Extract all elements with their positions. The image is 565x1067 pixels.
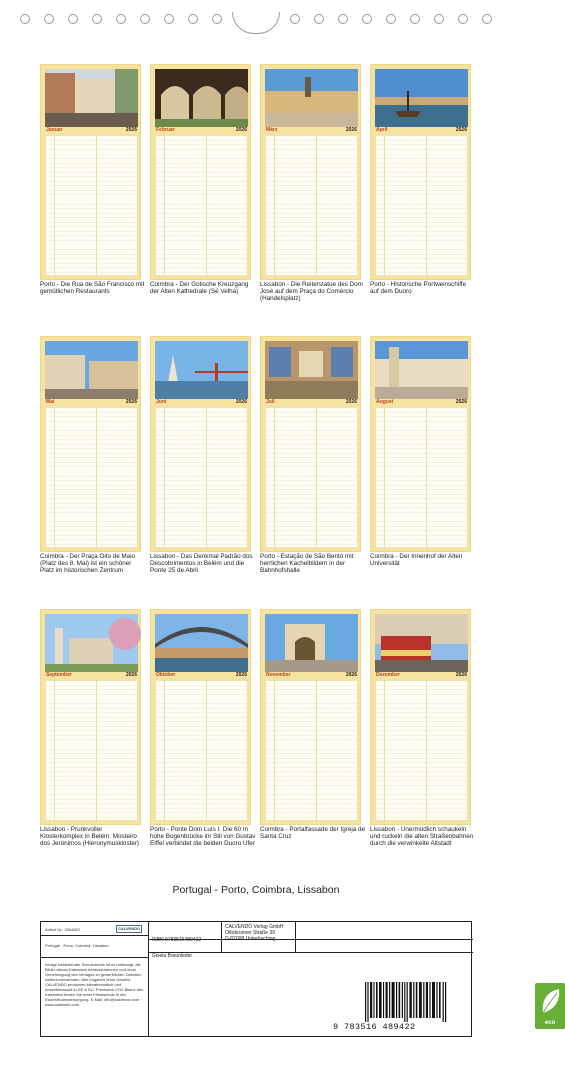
binding-hole [482,14,492,24]
eco-badge [535,983,565,1029]
month-header [265,399,358,406]
month-name: Oktober [156,672,176,678]
imprint-subtitle: Portugal - Porto, Coimbra, Lissabon [45,943,109,948]
barcode-digits: 9 783516 489422 [333,1022,416,1032]
month-frame [260,336,361,552]
publisher-line: CALVENDO Verlag GmbH [225,924,284,930]
month-year: 2026 [125,672,137,678]
article-row [41,922,148,936]
month-caption: Coimbra - Der Gotische Kreuzgang der Alten Kathedrale (Sé Velha) [150,281,249,296]
month-frame [260,64,361,280]
month-name: Dezember [376,672,400,678]
month-grid [40,64,472,894]
fine-print: Infolge bestehender Schutzrechte ist es untersagt, die Bilder dieses Kalenders herauszutrennen und ohne Genehmigung des Verlages zu gewerblichen Zwecken weiterzuverwenden. Alle Angaben ohne Gewähr. CALVENDO produziert klimafreundlich und umweltbewusst in DE & EU. Prentwerk CO2-Bilanz des Kalenders finden Sie unter Klimaschutz in der Eiszeit/Kalendersorgung. E-Mail: info@calvendo.com · www.calvendo.com [45,962,144,1007]
day-lines [155,407,248,548]
publisher-address [225,924,284,942]
divider [295,922,296,952]
day-lines [375,407,468,548]
month-frame [40,609,141,825]
month-photo [155,614,248,672]
month-photo [375,341,468,399]
imprint-box [40,921,556,1037]
divider [149,952,473,953]
month-header [155,672,248,679]
month-caption: Lissabon - Unermüdlich schaukeln und ruckeln die alten Straßenbahnen durch die verwinkelte Altstadt [370,826,474,848]
month-name: Januar [46,127,63,133]
month-caption: Coimbra - Der Innenhof der Alten Universität [370,553,463,568]
month-caption: Porto - Ponte Dom Luís I. Die 60 m hohe Bogenbrücke im Stil von Gustav Eiffel verbindet die beiden Duoro Ufer [150,826,256,848]
month-name: August [376,399,394,405]
month-header [265,672,358,679]
day-lines [155,135,248,276]
month-photo [265,341,358,399]
binding-hole [116,14,126,24]
binding-hole [290,14,300,24]
month-header [375,672,468,679]
month-header [265,127,358,134]
month-caption: Lissabon - Prunkvoller Klosterkomplex in Belém: Mosteiro dos Jerónimos (Hieronymuskloster) [40,826,140,848]
month-frame [40,64,141,280]
binding-hole [140,14,150,24]
month-header [45,672,138,679]
month-photo [265,69,358,127]
month-year: 2026 [235,672,247,678]
binding-hole [338,14,348,24]
publisher-line: D-82008 Unterhaching [225,936,276,942]
binding-hole [212,14,222,24]
binding-hole [68,14,78,24]
day-lines [375,135,468,276]
month-frame [370,336,471,552]
month-header [45,127,138,134]
month-photo [45,341,138,399]
month-caption: Lissabon - Die Reiterstatue des Dom José auf dem Praça do Comércio (Handelsplatz) [260,281,363,303]
month-header [375,399,468,406]
month-name: Juni [156,399,167,405]
divider [221,922,222,952]
month-header [155,399,248,406]
day-lines [155,680,248,821]
day-lines [265,407,358,548]
binding-hole [434,14,444,24]
month-header [155,127,248,134]
author-name: Gisela Braunleder [152,953,193,959]
imprint-right-column [149,922,556,1036]
imprint-left-column [41,922,149,1036]
month-header [375,127,468,134]
month-frame [150,64,251,280]
month-frame [150,609,251,825]
month-caption: Porto - Historische Portweinschiffe auf dem Duoro [370,281,467,296]
month-year: 2026 [345,127,357,133]
binding-hole [314,14,324,24]
month-photo [265,614,358,672]
month-name: September [46,672,72,678]
month-year: 2026 [235,399,247,405]
month-caption: Coimbra - Portalfassade der Igreja de Santa Cruz [260,826,365,841]
month-frame [370,609,471,825]
month-name: Juli [266,399,275,405]
month-header [45,399,138,406]
brand-logo-small: CALVENDO [117,926,141,931]
month-photo [375,69,468,127]
barcode [365,982,447,1022]
binding-hole [44,14,54,24]
month-photo [155,69,248,127]
month-photo [45,614,138,672]
month-year: 2026 [235,127,247,133]
day-lines [265,135,358,276]
hanger-cutout [232,12,280,34]
binding-hole [188,14,198,24]
binding-hole [164,14,174,24]
day-lines [45,680,138,821]
month-photo [375,614,468,672]
month-photo [45,69,138,127]
binding-hole [458,14,468,24]
month-year: 2026 [455,127,467,133]
binding-hole [410,14,420,24]
binding-hole [386,14,396,24]
day-lines [265,680,358,821]
month-caption: Lissabon - Das Denkmal Padrão dos Descobrimentos in Belém und die Ponte 25 de Abril [150,553,253,575]
month-caption: Coimbra - Der Praça Oito de Maio (Platz des 8. Mai) ist ein schöner Platz im historischen Zentrum [40,553,136,575]
day-lines [45,407,138,548]
calendar-title: Portugal - Porto, Coimbra, Lissabon [172,884,340,896]
month-name: März [266,127,278,133]
month-photo [155,341,248,399]
month-name: Mai [46,399,55,405]
day-lines [45,135,138,276]
month-name: November [266,672,291,678]
eco-label: eco [544,1020,556,1026]
isbn-label: ISBN 9783516489422 [152,937,202,943]
month-frame [260,609,361,825]
month-caption: Porto - Estação de São Bento mit herrlichen Kachelbildern in der Bahnhofshalle [260,553,354,575]
month-frame [40,336,141,552]
month-year: 2026 [455,672,467,678]
month-frame [150,336,251,552]
month-year: 2026 [345,399,357,405]
binding-holes [0,14,512,26]
binding-hole [92,14,102,24]
month-year: 2026 [345,672,357,678]
binding-hole [20,14,30,24]
month-caption: Porto - Die Rua de São Francisco mit gemütlichen Restaurants [40,281,145,296]
month-year: 2026 [125,127,137,133]
month-year: 2026 [455,399,467,405]
day-lines [375,680,468,821]
month-name: April [376,127,388,133]
binding-hole [362,14,372,24]
subtitle-row [41,936,148,958]
publisher-line: Ottobrunner Straße 39 [225,930,276,936]
month-year: 2026 [125,399,137,405]
article-number: Artikel Nr.: 2064822 [45,927,81,932]
month-name: Februar [156,127,175,133]
month-frame [370,64,471,280]
